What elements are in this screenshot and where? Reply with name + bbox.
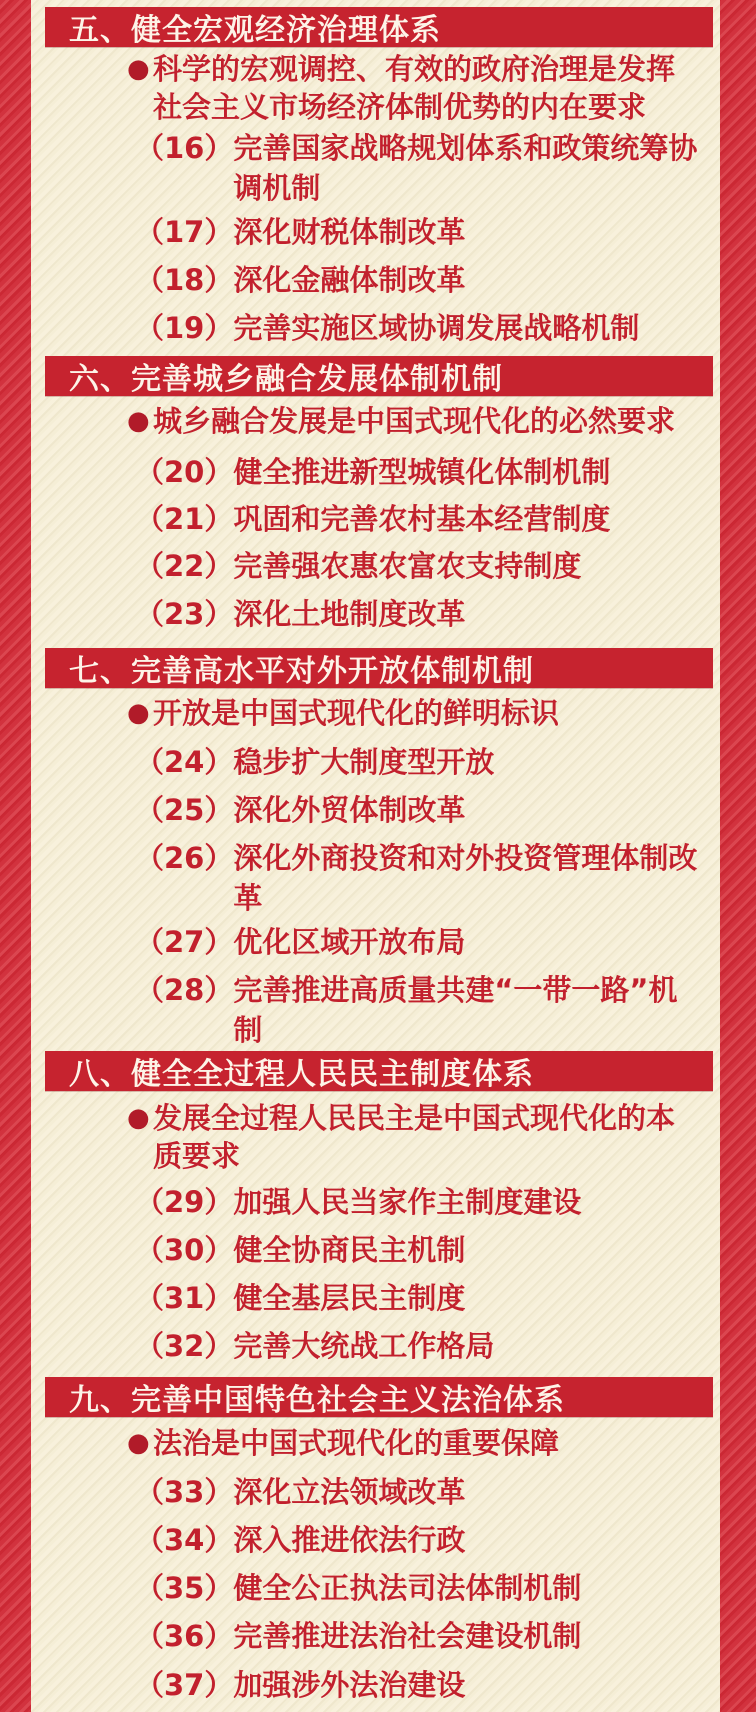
item-number: （36） bbox=[135, 1619, 234, 1653]
list-item bbox=[135, 308, 699, 348]
item-number: （23） bbox=[135, 597, 234, 631]
item-number: （22） bbox=[135, 549, 234, 583]
item-number: （21） bbox=[135, 502, 234, 536]
list-item bbox=[135, 1230, 699, 1270]
item-text: 深化外贸体制改革 bbox=[233, 793, 466, 827]
section-header-9 bbox=[45, 1377, 713, 1417]
item-number: （35） bbox=[135, 1571, 234, 1605]
section-title: 五、健全宏观经济治理体系 bbox=[69, 13, 441, 48]
item-text: 完善推进法治社会建设机制 bbox=[233, 1619, 582, 1653]
list-item bbox=[135, 1616, 699, 1656]
summary-text: 法治是中国式现代化的重要保障 bbox=[153, 1426, 560, 1460]
list-item bbox=[135, 128, 699, 208]
item-text: 完善国家战略规划体系和政策统筹协调机制 bbox=[233, 131, 698, 205]
item-number: （16） bbox=[135, 131, 234, 165]
list-item bbox=[135, 790, 699, 830]
item-text: 完善强农惠农富农支持制度 bbox=[233, 549, 582, 583]
section-summary-5 bbox=[127, 50, 677, 126]
item-text: 健全推进新型城镇化体制机制 bbox=[233, 455, 611, 489]
list-item bbox=[135, 742, 699, 782]
item-number: （19） bbox=[135, 311, 234, 345]
bullet-icon: ● bbox=[127, 698, 150, 728]
item-number: （27） bbox=[135, 925, 234, 959]
item-text: 健全协商民主机制 bbox=[233, 1233, 466, 1267]
list-item bbox=[135, 1326, 699, 1366]
item-text: 深化金融体制改革 bbox=[233, 263, 466, 297]
summary-text: 城乡融合发展是中国式现代化的必然要求 bbox=[153, 404, 676, 438]
item-text: 深化土地制度改革 bbox=[233, 597, 466, 631]
list-item bbox=[135, 1568, 699, 1608]
item-number: （26） bbox=[135, 841, 234, 875]
section-title: 八、健全全过程人民民主制度体系 bbox=[69, 1057, 534, 1092]
item-number: （34） bbox=[135, 1523, 234, 1557]
item-number: （18） bbox=[135, 263, 234, 297]
item-number: （25） bbox=[135, 793, 234, 827]
item-number: （29） bbox=[135, 1185, 234, 1219]
bullet-icon: ● bbox=[127, 406, 150, 436]
bullet-icon: ● bbox=[127, 54, 150, 84]
item-number: （32） bbox=[135, 1329, 234, 1363]
summary-text: 科学的宏观调控、有效的政府治理是发挥社会主义市场经济体制优势的内在要求 bbox=[153, 52, 676, 124]
item-text: 加强涉外法治建设 bbox=[233, 1668, 466, 1702]
item-text: 加强人民当家作主制度建设 bbox=[233, 1185, 582, 1219]
list-item bbox=[135, 922, 699, 962]
summary-text: 开放是中国式现代化的鲜明标识 bbox=[153, 696, 560, 730]
item-number: （37） bbox=[135, 1668, 234, 1702]
item-number: （31） bbox=[135, 1281, 234, 1315]
list-item bbox=[135, 452, 699, 492]
item-number: （24） bbox=[135, 745, 234, 779]
section-summary-9 bbox=[127, 1424, 677, 1462]
item-text: 健全基层民主制度 bbox=[233, 1281, 466, 1315]
list-item bbox=[135, 1278, 699, 1318]
bullet-icon: ● bbox=[127, 1103, 150, 1133]
section-summary-8 bbox=[127, 1099, 677, 1175]
list-item bbox=[135, 499, 699, 539]
section-title: 六、完善城乡融合发展体制机制 bbox=[69, 362, 503, 397]
item-number: （20） bbox=[135, 455, 234, 489]
list-item bbox=[135, 212, 699, 252]
section-header-8 bbox=[45, 1051, 713, 1091]
item-number: （28） bbox=[135, 973, 234, 1007]
section-summary-7 bbox=[127, 694, 677, 732]
section-header-7 bbox=[45, 648, 713, 688]
section-header-6 bbox=[45, 356, 713, 396]
item-text: 深化外商投资和对外投资管理体制改革 bbox=[233, 841, 698, 915]
section-header-5 bbox=[45, 7, 713, 47]
item-text: 深化财税体制改革 bbox=[233, 215, 466, 249]
item-number: （17） bbox=[135, 215, 234, 249]
item-text: 深入推进依法行政 bbox=[233, 1523, 466, 1557]
item-text: 巩固和完善农村基本经营制度 bbox=[233, 502, 611, 536]
item-text: 深化立法领域改革 bbox=[233, 1475, 466, 1509]
item-text: 完善大统战工作格局 bbox=[233, 1329, 495, 1363]
list-item bbox=[135, 546, 699, 586]
list-item bbox=[135, 1182, 699, 1222]
list-item bbox=[135, 594, 699, 634]
list-item bbox=[135, 260, 699, 300]
content-panel bbox=[31, 0, 720, 1712]
item-number: （30） bbox=[135, 1233, 234, 1267]
list-item bbox=[135, 1472, 699, 1512]
list-item bbox=[135, 1665, 699, 1705]
section-summary-6 bbox=[127, 402, 677, 440]
item-text: 优化区域开放布局 bbox=[233, 925, 466, 959]
item-text: 完善实施区域协调发展战略机制 bbox=[233, 311, 640, 345]
item-number: （33） bbox=[135, 1475, 234, 1509]
bullet-icon: ● bbox=[127, 1428, 150, 1458]
item-text: 稳步扩大制度型开放 bbox=[233, 745, 495, 779]
list-item bbox=[135, 1520, 699, 1560]
list-item bbox=[135, 970, 699, 1050]
item-text: 完善推进高质量共建“一带一路”机制 bbox=[233, 973, 678, 1047]
list-item bbox=[135, 838, 699, 918]
section-title: 七、完善高水平对外开放体制机制 bbox=[69, 654, 534, 689]
summary-text: 发展全过程人民民主是中国式现代化的本质要求 bbox=[153, 1101, 676, 1173]
item-text: 健全公正执法司法体制机制 bbox=[233, 1571, 582, 1605]
section-title: 九、完善中国特色社会主义法治体系 bbox=[69, 1383, 565, 1418]
